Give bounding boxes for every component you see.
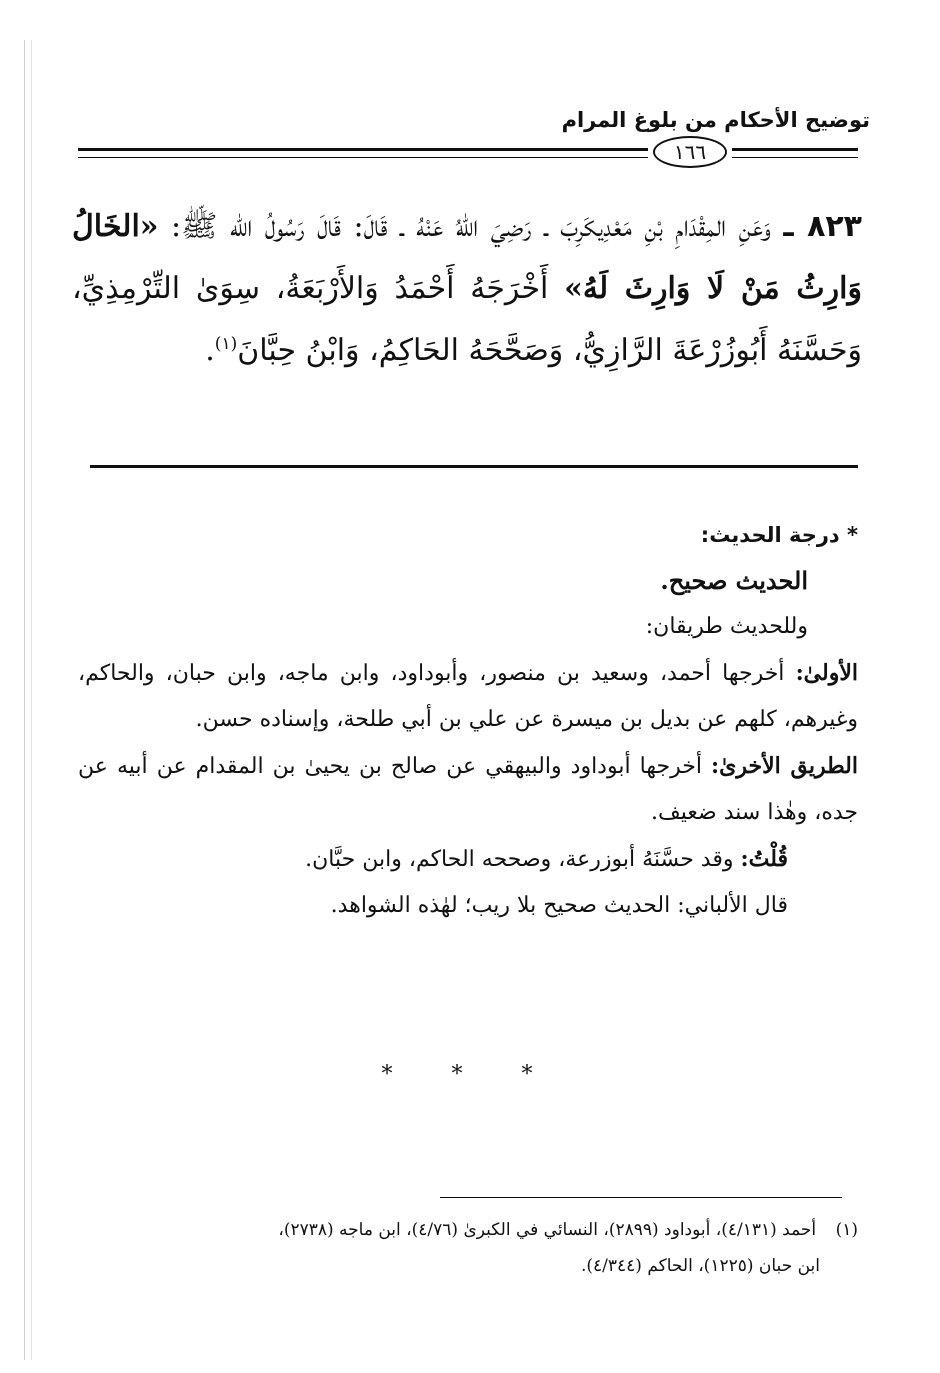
footnote-divider: [440, 1197, 842, 1198]
header-rule: [732, 148, 858, 158]
footnote-item: [78, 1212, 858, 1248]
albani-verdict: قال الألباني: الحديث صحيح بلا ريب؛ لهٰذه الشواهد.: [330, 893, 788, 918]
footnotes: [78, 1212, 858, 1284]
second-route: [78, 743, 858, 836]
first-route-text: أخرجها أحمد، وسعيد بن منصور، وأبوداود، وابن ماجه، وابن حبان، والحاكم، وغيرهم، كلهم عن بديل بن ميسرة عن علي بن أبي طلحة، وإسناده حسن.: [78, 661, 858, 732]
hadith-narrator: وَعَنِ المِقْدَامِ بْنِ مَعْدِيكَرِبَ ـ رَضِيَ اللهُ عَنْهُ ـ قَالَ:: [353, 209, 771, 244]
author-note-text: وقد حسَّنَهُ أبوزرعة، وصححه الحاكم، وابن حبَّان.: [305, 847, 734, 872]
hadith-quote: «الخَالُ وَارِثُ مَنْ لَا وَارِثَ لَهُ»: [72, 209, 862, 306]
header-rule: [78, 148, 648, 158]
routes-intro: وللحديث طريقان:: [645, 614, 808, 639]
first-route-label: الأولىٰ:: [795, 660, 859, 686]
scan-margin-line: [31, 40, 32, 1360]
footnote-number: (١): [835, 1220, 858, 1240]
footnote-text: أحمد (٤/١٣١)، أبوداود (٢٨٩٩)، النسائي في الكبرىٰ (٤/٧٦)، ابن ماجه (٢٧٣٨)،: [278, 1220, 817, 1240]
hadith-intro: قَالَ رَسُولُ الله ﷺ:: [171, 209, 342, 244]
hadith-grade: الحديث صحيح.: [660, 566, 808, 595]
hadith-takhrij: أَخْرَجَهُ أَحْمَدُ وَالأَرْبَعَةُ، سِوَىٰ التِّرْمِذِيِّ، وَحَسَّنَهُ أَبُوزُرْعَةَ الرَّازِيُّ، وَصَحَّحَهُ الحَاكِمُ، وَابْنُ حِبَّانَ: [72, 271, 862, 368]
first-route: [78, 650, 858, 743]
running-title: توضيح الأحكام من بلوغ المرام: [561, 108, 870, 132]
second-route-label: الطريق الأخرىٰ:: [711, 753, 858, 779]
footnote-reference: (١): [214, 334, 238, 354]
section-separator: * * *: [381, 1062, 559, 1087]
author-note-label: قُلْتُ:: [740, 846, 788, 872]
page-number: ١٦٦: [653, 136, 727, 168]
section-heading: * درجة الحديث:: [700, 523, 858, 547]
author-note: [78, 836, 858, 883]
section-divider: [90, 465, 858, 468]
second-route-text: أخرجها أبوداود والبيهقي عن صالح بن يحيىٰ بن المقدام عن أبيه عن جده، وهٰذا سند ضعيف.: [78, 754, 858, 825]
scan-margin-line: [24, 40, 25, 1360]
hadith-end-mark: .: [205, 333, 215, 368]
hadith-text: [72, 196, 862, 382]
commentary: [78, 512, 858, 929]
footnote-text-continued: ابن حبان (١٢٢٥)، الحاكم (٤/٣٤٤).: [580, 1256, 820, 1276]
hadith-number: ٨٢٣ ـ: [783, 209, 862, 244]
